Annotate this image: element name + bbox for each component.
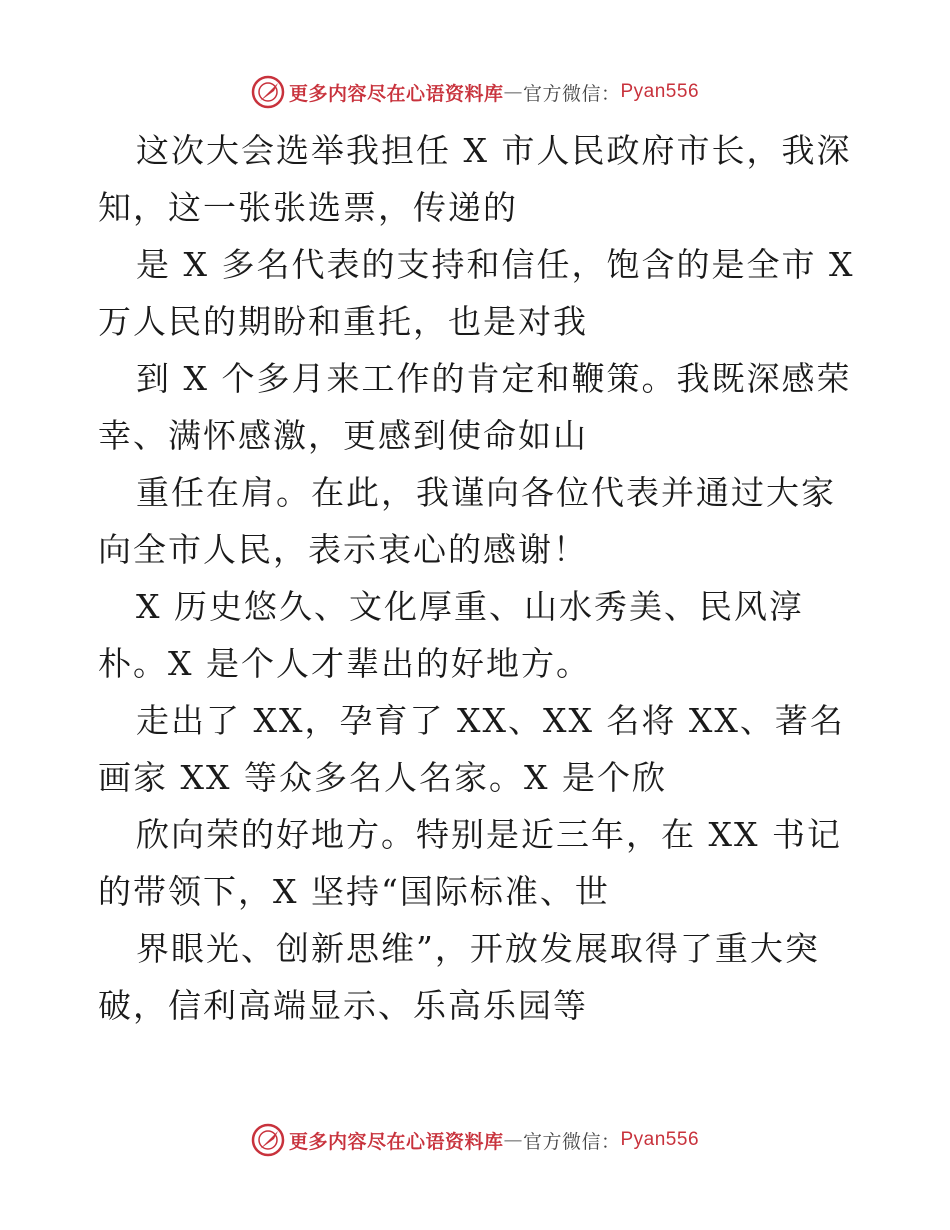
paragraph-4: 重任在肩。在此，我谨向各位代表并通过大家向全市人民，表示衷心的感谢！ (98, 473, 836, 569)
paragraph-1: 这次大会选举我担任 X 市人民政府市长，我深知，这一张张选票，传递的 (98, 131, 852, 227)
paragraph-3: 到 X 个多月来工作的肯定和鞭策。我既深感荣幸、满怀感激，更感到使命如山 (98, 359, 852, 455)
footer-brand: 更多内容尽在心语资料库 (288, 1130, 504, 1153)
header-separator: — (503, 81, 523, 103)
paragraph-6: 走出了 XX，孕育了 XX、XX 名将 XX、著名画家 XX 等众多名人名家。X 是个欣 (98, 701, 845, 797)
footer-account: Pyan556 (620, 1129, 700, 1150)
paragraph-2: 是 X 多名代表的支持和信任，饱含的是全市 X 万人民的期盼和重托，也是对我 (98, 245, 855, 341)
header-account: Pyan556 (620, 81, 700, 102)
paragraph-5: X 历史悠久、文化厚重、山水秀美、民风淳朴。X 是个人才辈出的好地方。 (98, 587, 804, 683)
paragraph-7: 欣向荣的好地方。特别是近三年，在 XX 书记的带领下，X 坚持“国际标准、世 (98, 815, 842, 911)
footer-banner (0, 1120, 950, 1160)
header-brand: 更多内容尽在心语资料库 (288, 82, 504, 105)
quill-logo-icon (251, 75, 285, 109)
header-banner (0, 72, 950, 112)
footer-label: 官方微信： (522, 1130, 621, 1153)
paragraph-8: 界眼光、创新思维”，开放发展取得了重大突破，信利高端显示、乐高乐园等 (98, 929, 820, 1025)
header-label: 官方微信： (522, 82, 621, 105)
footer-separator: — (503, 1129, 523, 1151)
quill-logo-icon (251, 1123, 285, 1157)
document-body (98, 122, 858, 1034)
